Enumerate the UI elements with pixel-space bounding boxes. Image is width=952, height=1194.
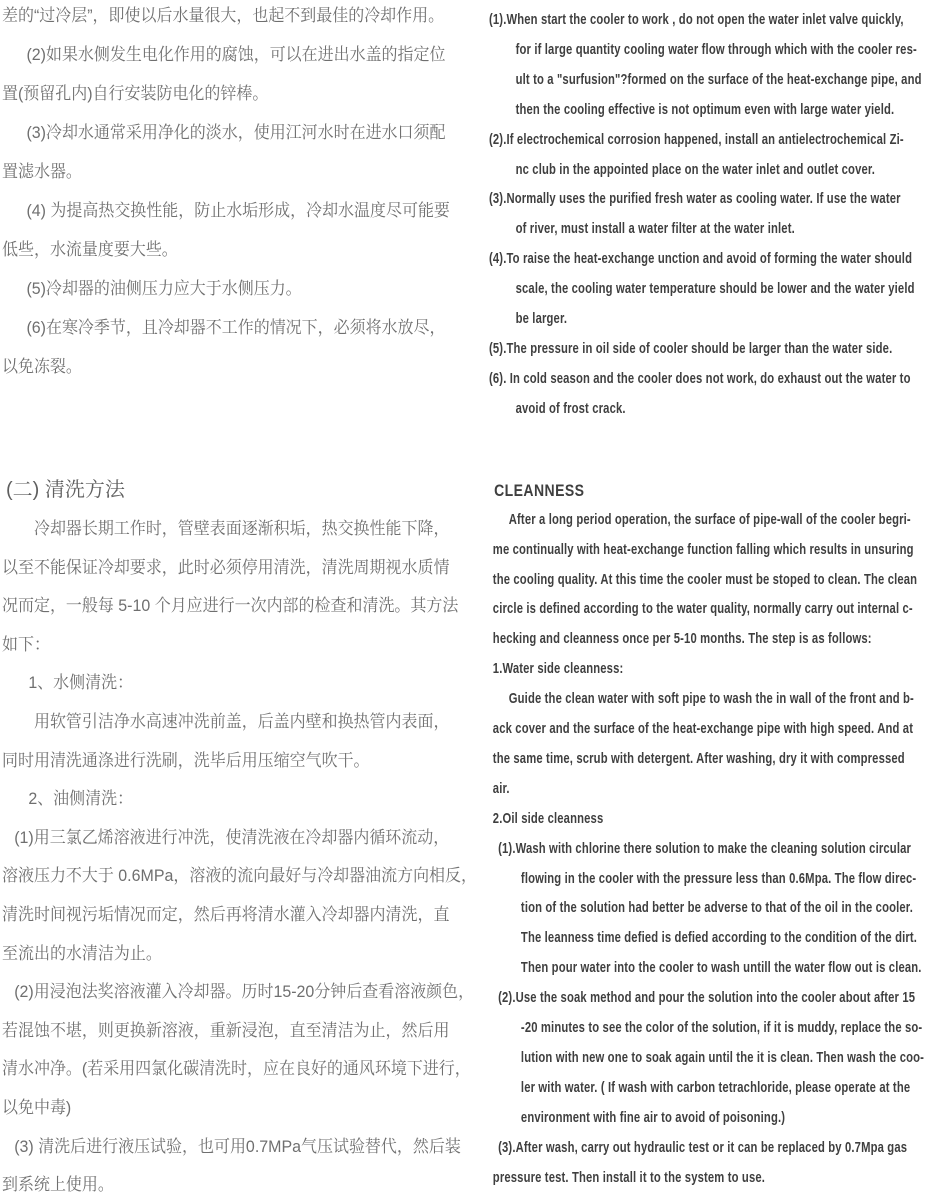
text-line: 1.Water side cleanness:: [492, 661, 624, 678]
text-line: (6). In cold season and the cooler does not work, do exhaust out the water to: [489, 370, 911, 387]
section-heading: (二) 清洗方法: [6, 479, 125, 501]
text-line: (2)用浸泡法奖溶液灌入冷却器。历时15-20分钟后查看溶液颜色，: [14, 982, 475, 1002]
text-line: 置滤水器。: [2, 162, 82, 181]
text-line: ult to a "surfusion"?formed on the surface of the heat-exchange pipe, and: [515, 71, 922, 88]
text-line: pressure test. Then install it to the system to use.: [492, 1169, 766, 1186]
section-cleaning-method-cn: [2, 470, 484, 1194]
text-line: (1).Wash with chlorine there solution to make the cleaning solution circular: [498, 840, 912, 857]
text-line: 同时用清洗通涤进行洗刷，洗毕后用压缩空气吹干。: [2, 750, 370, 770]
text-line: (5).The pressure in oil side of cooler should be larger than the water side.: [489, 340, 893, 357]
text-line: 以至不能保证冷却要求，此时必须停用清洗，清洗周期视水质情: [2, 557, 450, 577]
english-column: [489, 6, 952, 1194]
section-cleanness-en: [489, 476, 952, 1194]
text-line: air.: [492, 780, 510, 797]
text-line: 置(预留孔内)自行安装防电化的锌棒。: [2, 84, 269, 103]
text-line: 以免冻裂。: [2, 357, 82, 376]
text-line: me continually with heat-exchange function falling which results in unsuring: [492, 541, 914, 558]
text-line: (6)在寒冷季节，且冷却器不工作的情况下，必须将水放尽，: [26, 318, 446, 337]
text-line: then the cooling effective is not optimum even with large water yield.: [515, 101, 895, 118]
text-line: After a long period operation, the surface of pipe-wall of the cooler begri-: [508, 511, 911, 528]
text-line: 差的“过冷层”，即使以后水量很大，也起不到最佳的冷却作用。: [2, 6, 445, 25]
text-line: 若混蚀不堪，则更换新溶液，重新浸泡，直至清洁为止，然后用: [2, 1020, 450, 1040]
text-line: 用软管引洁净水高速冲洗前盖，后盖内壁和换热管内表面，: [33, 711, 450, 731]
text-line: 2.Oil side cleanness: [492, 810, 604, 827]
text-line: ler with water. ( If wash with carbon tetrachloride, please operate at the: [520, 1079, 911, 1096]
text-line: 况而定，一般每 5-10 个月应进行一次内部的检查和清洗。其方法: [2, 596, 459, 616]
text-line: 冷却器长期工作时，管壁表面逐渐积垢，热交换性能下降，: [33, 519, 450, 538]
text-line: Then pour water into the cooler to wash untill the water flow out is clean.: [520, 960, 922, 977]
text-line: 至流出的水清洁为止。: [2, 943, 162, 963]
text-line: (3).After wash, carry out hydraulic test or it can be replaced by 0.7Mpa gas: [498, 1139, 908, 1156]
text-line: circle is defined according to the water quality, normally carry out internal c-: [492, 601, 913, 618]
chinese-column: [2, 0, 484, 1194]
text-line: flowing in the cooler with the pressure less than 0.6Mpa. The flow direc-: [520, 870, 917, 887]
text-line: 到系统上使用。: [2, 1175, 114, 1194]
text-line: Guide the clean water with soft pipe to wash the in wall of the front and b-: [508, 691, 914, 708]
text-line: 溶液压力不大于 0.6MPa，溶液的流向最好与冷却器油流方向相反，: [2, 866, 477, 886]
text-line: (2).Use the soak method and pour the solution into the cooler about after 15: [498, 990, 916, 1007]
text-line: (1)用三氯乙烯溶液进行冲洗，使清洗液在冷却器内循环流动，: [14, 827, 450, 847]
text-line: -20 minutes to see the color of the solution, if it is muddy, replace the so-: [520, 1020, 923, 1037]
text-line: 清洗时间视污垢情况而定，然后再将清水灌入冷却器内清洗，直: [2, 904, 450, 924]
text-line: 以免中毒): [2, 1097, 72, 1117]
text-line: the cooling quality. At this time the cooler must be stoped to clean. The clean: [492, 571, 918, 588]
text-line: scale, the cooling water temperature should be lower and the water yield: [515, 281, 915, 298]
text-line: of river, must install a water filter at the water inlet.: [515, 221, 795, 238]
text-line: (3)冷却水通常采用净化的淡水，使用江河水时在进水口须配: [26, 123, 446, 142]
text-line: (3) 清洗后进行液压试验，也可用0.7MPa气压试验替代，然后装: [14, 1136, 461, 1156]
text-line: 低些，水流量度要大些。: [2, 240, 178, 259]
text-line: (5)冷却器的油侧压力应大于水侧压力。: [26, 279, 302, 298]
text-line: 如下：: [2, 634, 50, 654]
text-line: (1).When start the cooler to work , do not open the water inlet valve quickly,: [489, 12, 904, 28]
text-line: avoid of frost crack.: [515, 400, 626, 417]
section-usage-notes-cn: [2, 0, 484, 386]
section-heading: CLEANNESS: [494, 481, 585, 500]
text-line: (2).If electrochemical corrosion happened, install an antielectrochemical Zi-: [489, 131, 904, 148]
text-line: 1、水侧清洗：: [28, 673, 134, 693]
text-line: ack cover and the surface of the heat-exchange pipe with high speed. And at: [492, 721, 914, 738]
text-line: the same time, scrub with detergent. After washing, dry it with compressed: [492, 750, 905, 767]
text-line: be larger.: [515, 311, 568, 328]
text-line: (2)如果水侧发生电化作用的腐蚀，可以在进出水盖的指定位: [26, 45, 446, 64]
text-line: for if large quantity cooling water flow through which with the cooler res-: [515, 41, 917, 58]
text-line: 清水冲净。(若采用四氯化碳清洗时，应在良好的通风环境下进行，: [2, 1059, 471, 1079]
text-line: nc club in the appointed place on the water inlet and outlet cover.: [515, 161, 876, 178]
text-line: (4).To raise the heat-exchange unction and avoid of forming the water should: [489, 251, 913, 268]
text-line: (4) 为提高热交换性能，防止水垢形成，冷却水温度尽可能要: [26, 201, 450, 220]
text-line: tion of the solution had better be adverse to that of the oil in the cooler.: [520, 900, 913, 917]
text-line: hecking and cleanness once per 5-10 months. The step is as follows:: [492, 631, 872, 648]
text-line: The leanness time defied is defied according to the condition of the dirt.: [520, 930, 918, 947]
text-line: lution with new one to soak again until the it is clean. Then wash the coo-: [520, 1050, 925, 1066]
section-usage-notes-en: [489, 6, 952, 425]
text-line: (3).Normally uses the purified fresh water as cooling water. If use the water: [489, 191, 901, 208]
text-line: 2、油侧清洗：: [28, 789, 134, 809]
text-line: environment with fine air to avoid of poisoning.): [520, 1109, 786, 1126]
